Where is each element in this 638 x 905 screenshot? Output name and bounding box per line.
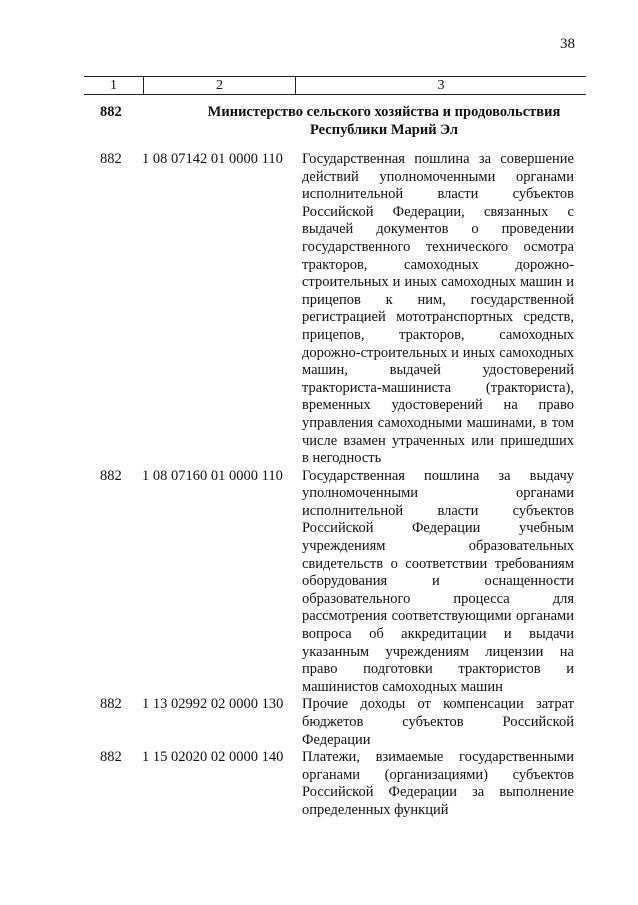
- table-row: [100, 749, 586, 819]
- income-description: Прочие доходы от компенсации затрат бюджетов субъектов Российской Федерации: [302, 696, 574, 748]
- table-row: [100, 468, 586, 697]
- header-col-1: 1: [84, 77, 144, 94]
- income-description: Государственная пошлина за выдачу уполномоченными органами исполнительной власти субъектов Российской Федерации учебным учреждениям образовательных свидетельств о соответствии требованиям оборудования и оснащенности образовательного процесса для рассмотрения соответствующими органами вопроса об аккредитации и выдачи указанным учреждениям лицензии на право подготовки трактористов и машинистов самоходных машин: [302, 467, 574, 695]
- admin-code: 882: [100, 696, 122, 713]
- ministry-code: 882: [100, 104, 122, 120]
- header-col-3: 3: [437, 78, 445, 93]
- page-number: 38: [560, 36, 575, 52]
- admin-code: 882: [100, 749, 122, 766]
- revenue-rows: [100, 151, 586, 820]
- ministry-name: Министерство сельского хозяйства и продовольствия Республики Марий Эл: [207, 104, 561, 138]
- income-description: Государственная пошлина за совершение действий уполномоченными органами исполнительной власти субъектов Российской Федерации, связанных с выдачей документов о проведении государственного технического осмотра тракторов, самоходных дорожно-строительных и иных самоходных машин и прицепов к ним, государственной регистрацией мототранспортных средств, прицепов, тракторов, самоходных дорожно-строительных и иных самоходных машин, выдачей удостоверений тракториста-машиниста (тракториста), временных удостоверений на право управления самоходными машинами, в том числе взамен утраченных или пришедших в негодность: [302, 151, 574, 467]
- table-row: [100, 696, 586, 749]
- kbk-code: 1 08 07160 01 0000 110: [142, 467, 283, 484]
- admin-code: 882: [100, 151, 122, 167]
- table-header-row: [84, 76, 586, 95]
- kbk-code: 1 13 02992 02 0000 130: [142, 696, 284, 713]
- admin-code: 882: [100, 467, 122, 484]
- income-description: Платежи, взимаемые государственными органами (организациями) субъектов Российской Федерации за выполнение определенных функций: [302, 749, 574, 818]
- ministry-heading: [100, 103, 586, 139]
- kbk-code: 1 15 02020 02 0000 140: [142, 749, 284, 766]
- kbk-code: 1 08 07142 01 0000 110: [142, 151, 283, 167]
- table-row: [100, 151, 586, 468]
- header-col-2: 2: [144, 77, 296, 94]
